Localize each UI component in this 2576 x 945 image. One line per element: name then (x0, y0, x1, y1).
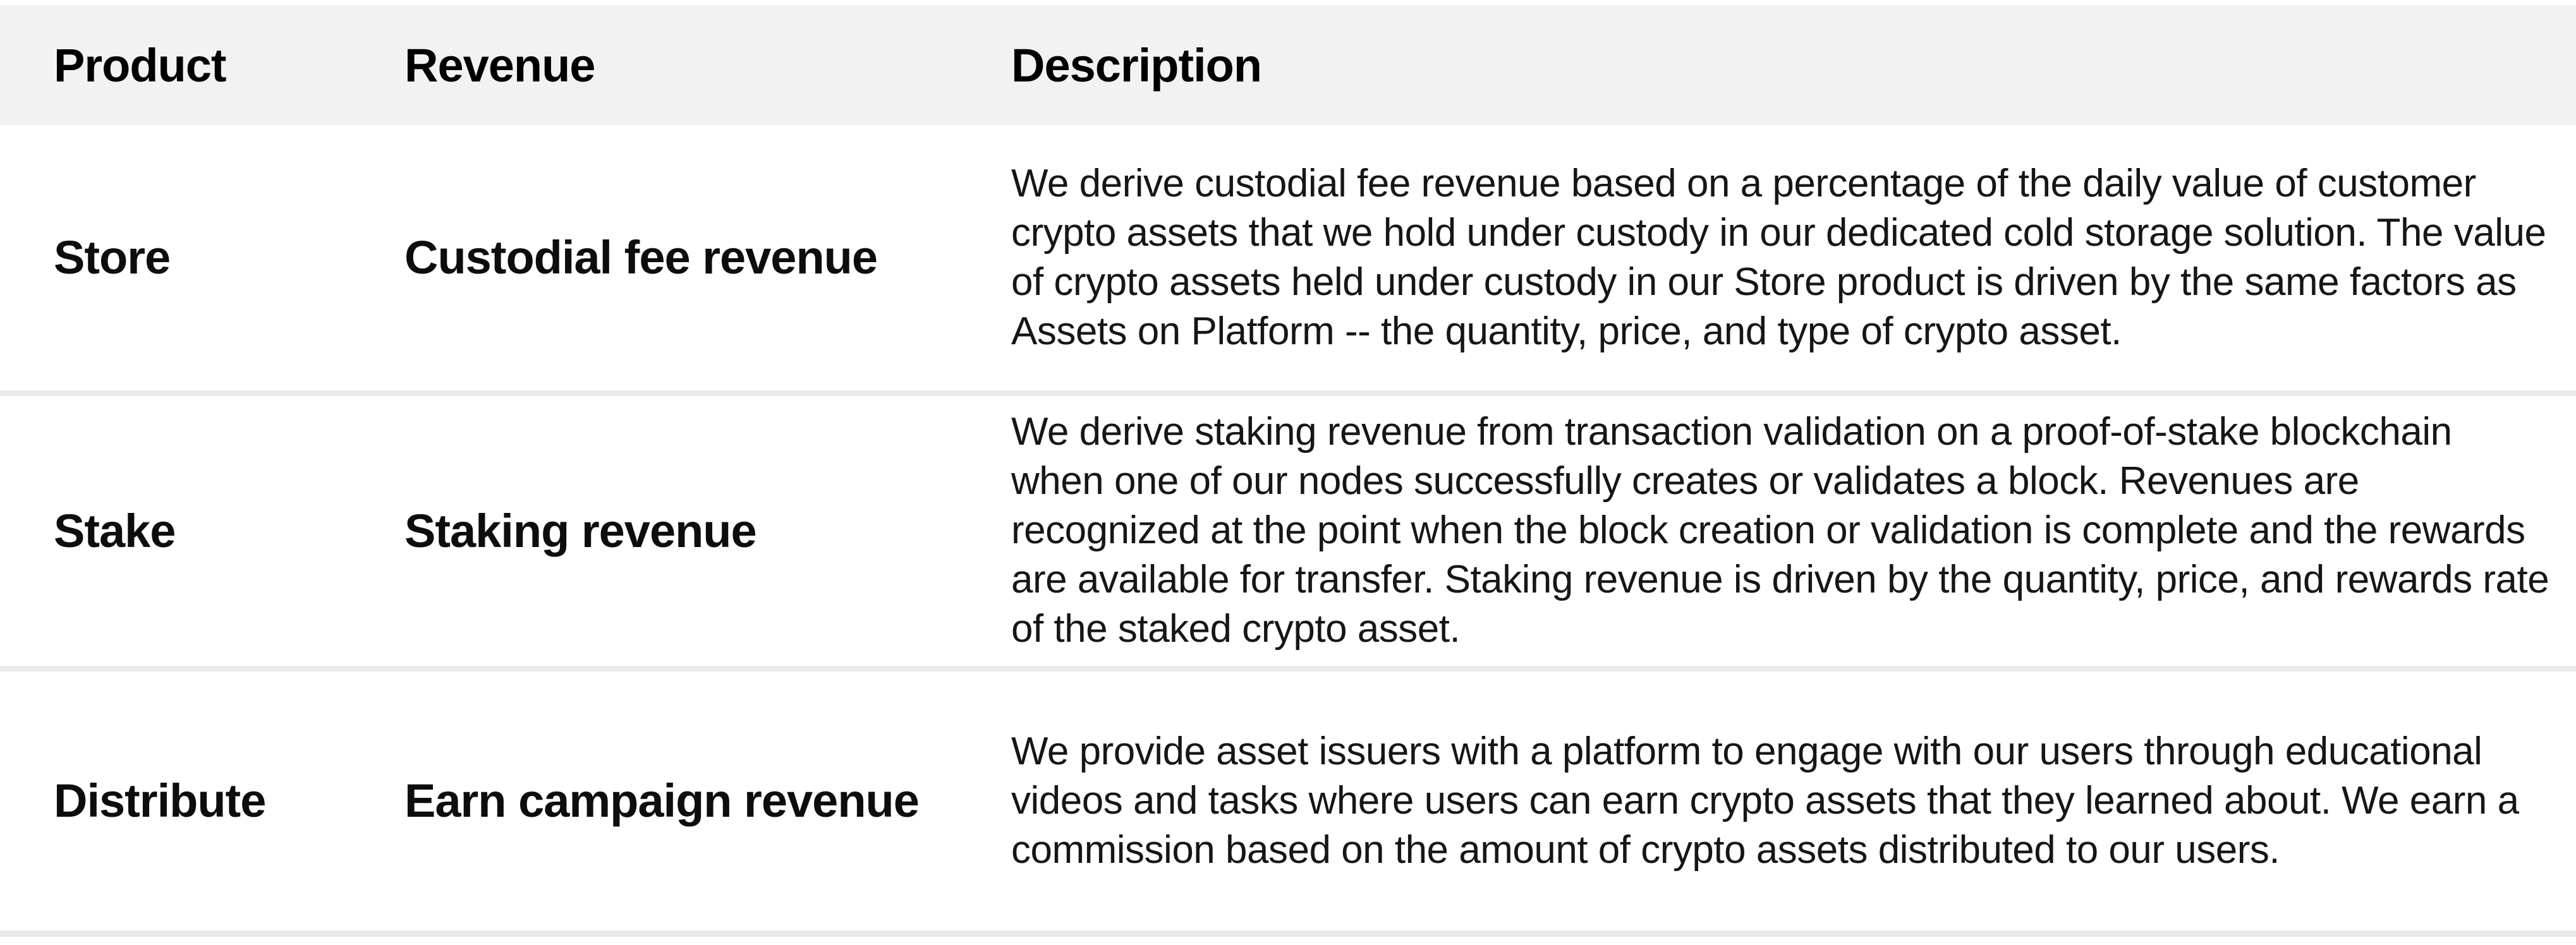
column-header-product: Product (54, 39, 226, 92)
column-header-revenue: Revenue (404, 39, 595, 92)
product-cell: Distribute (54, 774, 266, 828)
column-header-description: Description (1011, 39, 1262, 92)
revenue-cell: Earn campaign revenue (404, 774, 919, 828)
revenue-cell: Staking revenue (404, 504, 756, 557)
table-row-store (0, 125, 2576, 393)
revenue-table (0, 5, 2576, 937)
description-cell: We provide asset issuers with a platform to engage with our users through educational videos and tasks where users can earn crypto assets that they learned about. We earn a commission based on the amount of crypto assets distributed to our users. (1011, 729, 2519, 872)
table-row-stake (0, 393, 2576, 668)
revenue-cell: Custodial fee revenue (404, 231, 878, 284)
product-cell: Store (54, 231, 171, 284)
table-row-distribute (0, 668, 2576, 934)
product-cell: Stake (54, 504, 176, 557)
description-cell: We derive staking revenue from transaction validation on a proof-of-stake blockchain when one of our nodes successfully creates or validates a block. Revenues are recognized at the point when the block creation or validation is complete and the rewards are available for transfer. Staking revenue is driven by the quantity, price, and rewards rate of the staked crypto asset. (1011, 410, 2549, 651)
description-cell: We derive custodial fee revenue based on a percentage of the daily value of customer crypto assets that we hold under custody in our dedicated cold storage solution. The value of crypto assets held under custody in our Store product is driven by the same factors as Assets on Platform -- the quantity, price, and type of crypto asset. (1011, 161, 2546, 353)
header-row (0, 5, 2576, 125)
table-header (0, 5, 2576, 125)
table-body (0, 125, 2576, 934)
